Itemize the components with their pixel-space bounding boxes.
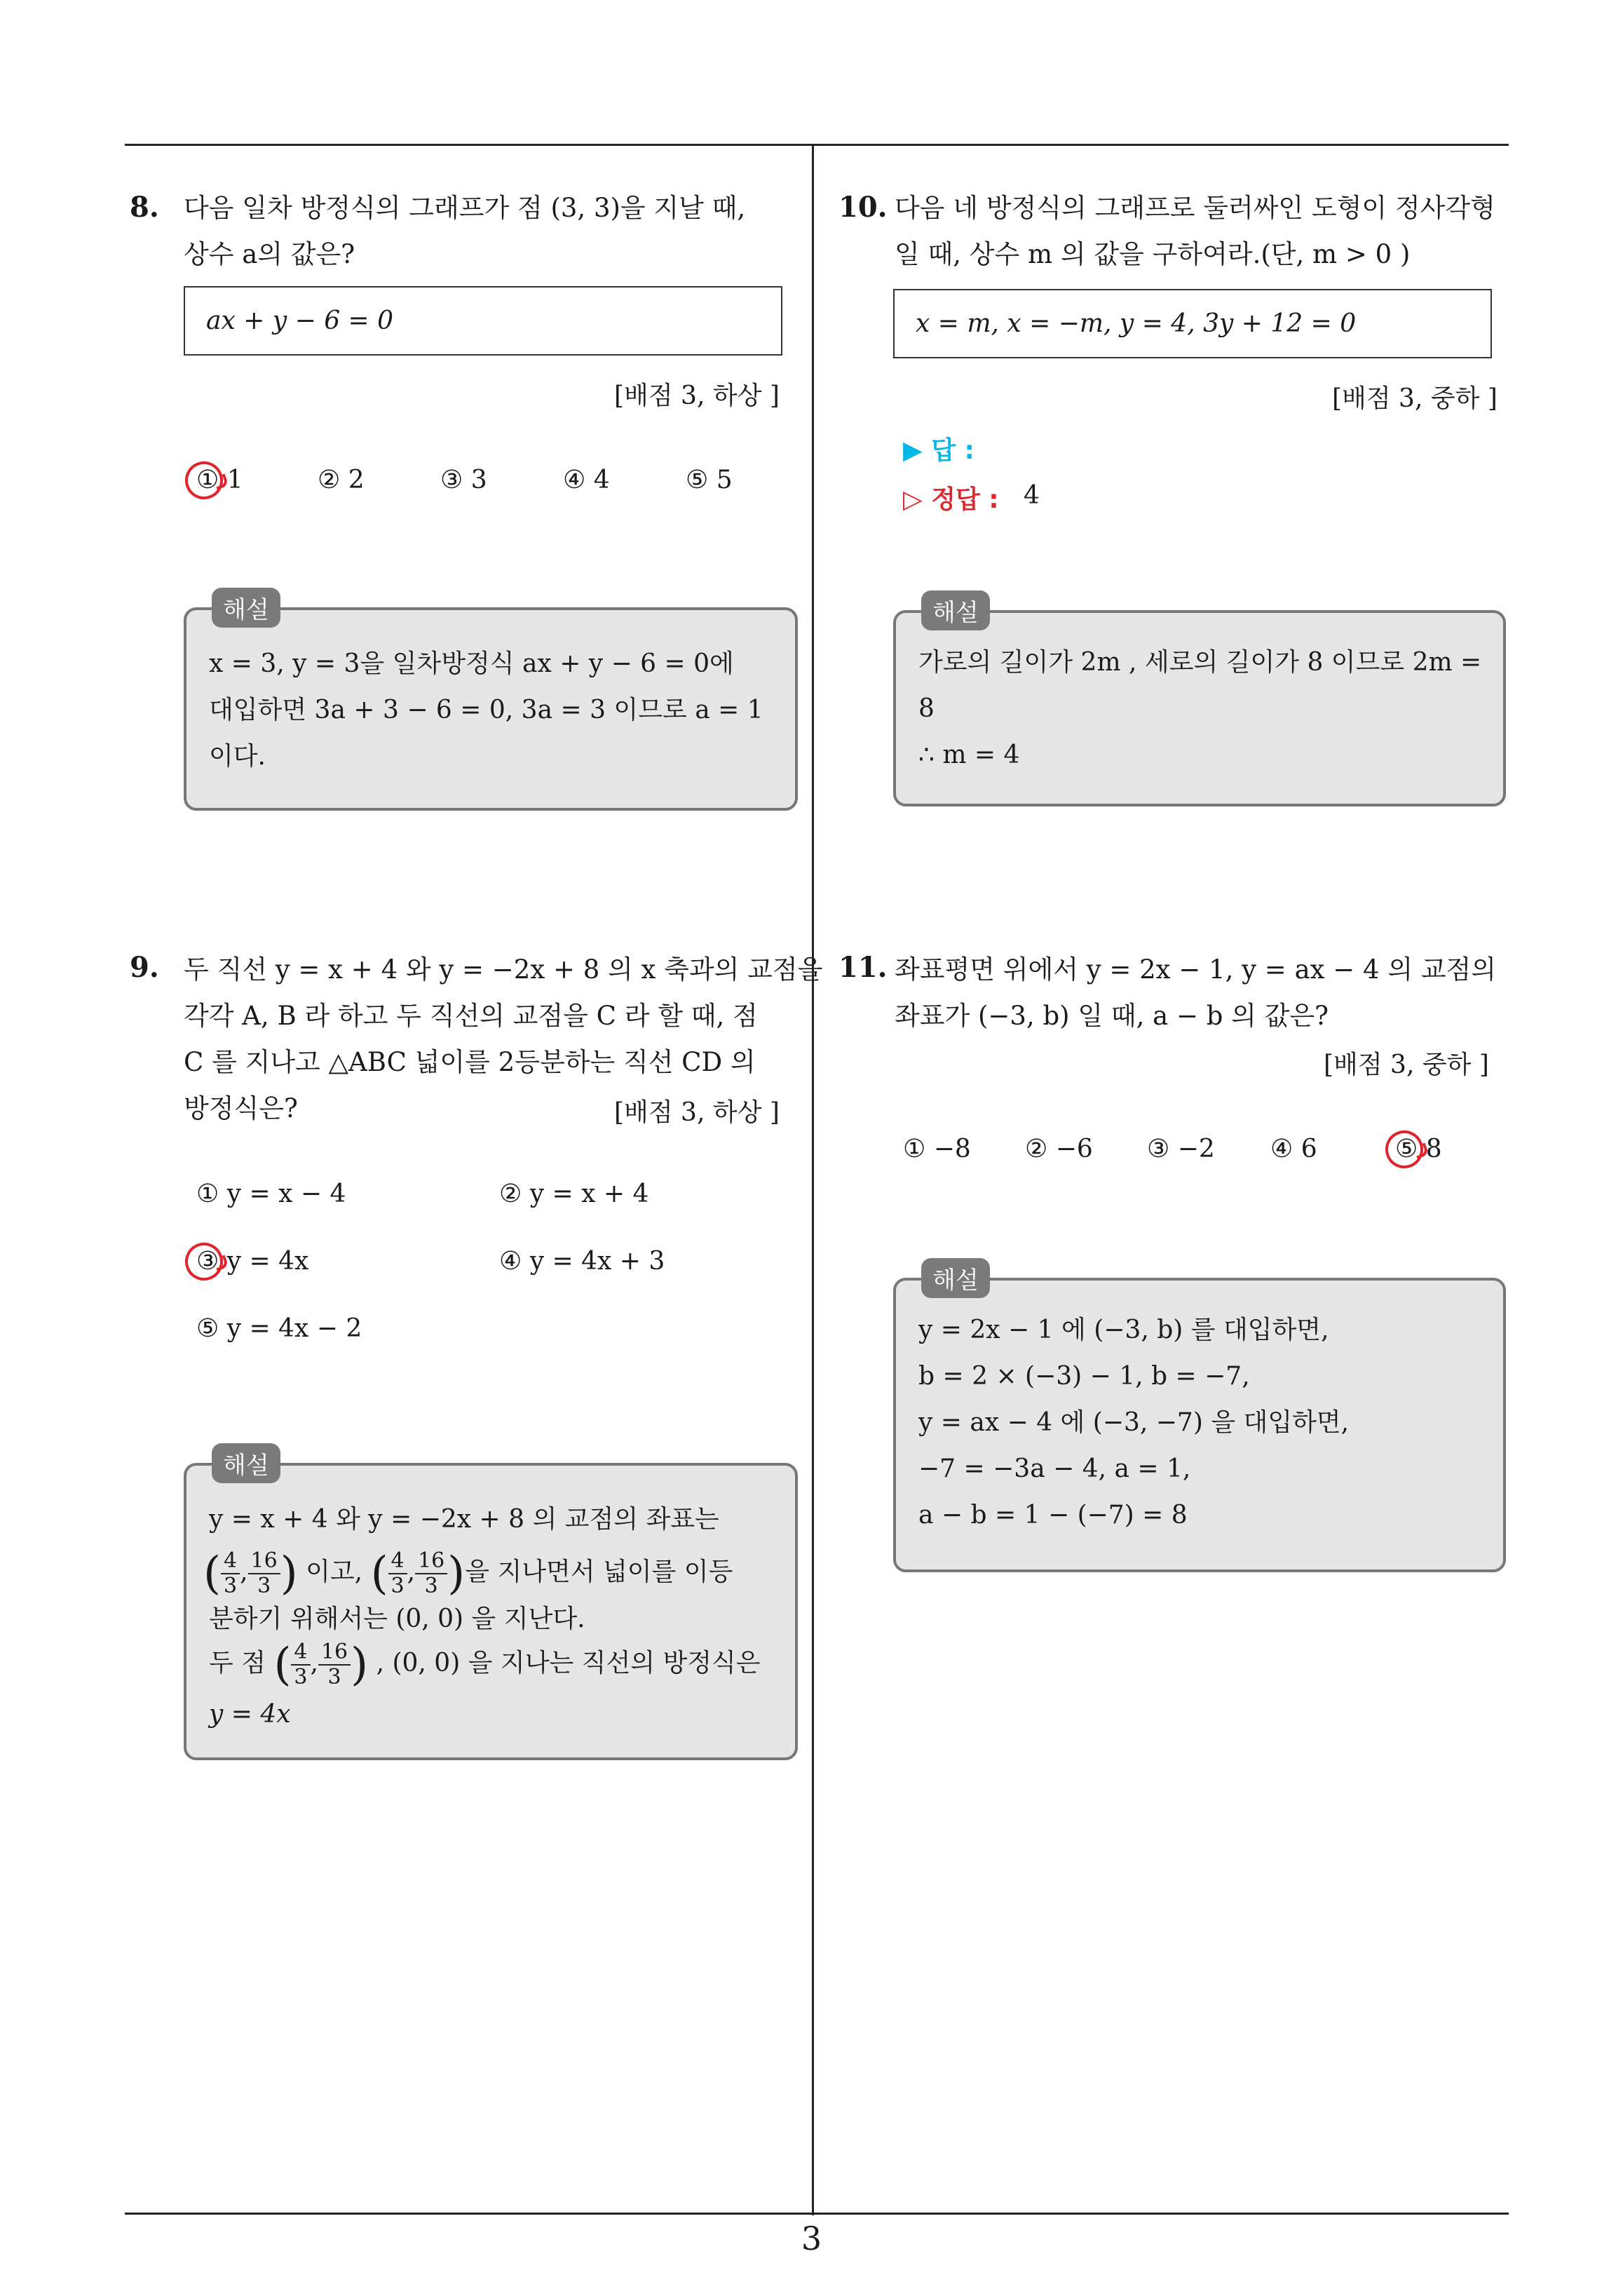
- solution-tag: 해설: [212, 588, 280, 628]
- solution-tag: 해설: [921, 590, 990, 630]
- paren: (: [370, 1548, 388, 1600]
- choice-3[interactable]: ③ −2: [1147, 1135, 1215, 1163]
- solution-line: y = 2x − 1 에 (−3, b) 를 대입하면,: [918, 1316, 1329, 1344]
- solution-line-fraction: ( $\frac{4}{3}$ , $\frac{16}{3}$ ) 이고, ( $\frac{4}{3}$ , $\frac{16}{3}$ )을 지나면서 넓이를 이등: [203, 1548, 733, 1600]
- score-label: [배점 3, 하상 ]: [614, 1098, 780, 1127]
- choice-3[interactable]: ③ 3: [440, 466, 487, 494]
- solution-box: [893, 1267, 1506, 1572]
- correct-answer-label: ▷ 정답 :: [903, 485, 999, 514]
- question-text-line: 상수 a의 값은?: [184, 239, 355, 269]
- solution-line: 대입하면 3a + 3 − 6 = 0, 3a = 3 이므로 a = 1: [209, 696, 763, 724]
- choice-2[interactable]: ② 2: [318, 466, 365, 494]
- question-text-line: 좌표가 (−3, b) 일 때, a − b 의 값은?: [895, 1001, 1329, 1031]
- fraction: $\frac{16}{3}$: [318, 1640, 351, 1689]
- solution-line: 이다.: [209, 742, 266, 771]
- question-number: 11.: [838, 951, 888, 984]
- fraction: $\frac{4}{3}$: [388, 1549, 407, 1598]
- paren: ): [351, 1639, 369, 1691]
- question-number: 8.: [130, 191, 159, 224]
- fraction: $\frac{4}{3}$: [221, 1549, 240, 1598]
- question-text-line: 방정식은?: [184, 1093, 298, 1123]
- solution-tag: 해설: [921, 1258, 990, 1298]
- question-number: 9.: [130, 951, 159, 984]
- fraction: $\frac{16}{3}$: [415, 1549, 447, 1598]
- solution-line: y = 4x: [209, 1700, 291, 1729]
- question-text-line: 다음 일차 방정식의 그래프가 점 (3, 3)을 지날 때,: [184, 193, 746, 223]
- bottom-rule: [125, 2213, 1509, 2215]
- top-rule: [125, 144, 1509, 146]
- solution-box: [184, 596, 798, 811]
- question-number: 10.: [838, 191, 888, 224]
- choice-5[interactable]: ⑤ 5: [686, 466, 733, 494]
- correct-answer-value: 4: [1024, 481, 1040, 510]
- choice-4[interactable]: ④ y = 4x + 3: [499, 1247, 665, 1276]
- solution-line: y = x + 4 와 y = −2x + 8 의 교점의 좌표는: [209, 1505, 719, 1534]
- answer-label: ▶ 답 :: [903, 436, 975, 465]
- fraction: $\frac{4}{3}$: [291, 1640, 310, 1689]
- score-label: [배점 3, 하상 ]: [614, 381, 780, 410]
- paren: ): [280, 1548, 298, 1600]
- solution-box: [893, 599, 1506, 806]
- score-label: [배점 3, 중하 ]: [1324, 1051, 1489, 1079]
- choice-1[interactable]: ① y = x − 4: [196, 1180, 346, 1208]
- page-number: 3: [801, 2220, 822, 2257]
- solution-line: a − b = 1 − (−7) = 8: [918, 1501, 1188, 1529]
- score-label: [배점 3, 중하 ]: [1332, 384, 1498, 413]
- question-text-line: 두 직선 y = x + 4 와 y = −2x + 8 의 x 축과의 교점을: [184, 954, 823, 985]
- choice-3[interactable]: ③ y = 4x: [196, 1247, 309, 1276]
- choice-4[interactable]: ④ 6: [1270, 1135, 1317, 1163]
- solution-line: −7 = −3a − 4, a = 1,: [918, 1454, 1191, 1483]
- question-text-line: C 를 지나고 △ABC 넓이를 2등분하는 직선 CD 의: [184, 1047, 756, 1077]
- solution-line-fraction: 두 점 ( $\frac{4}{3}$ , $\frac{16}{3}$ ) , (0, 0) 을 지나는 직선의 방정식은: [209, 1639, 761, 1691]
- choice-5[interactable]: ⑤ 8: [1395, 1135, 1442, 1163]
- solution-tag: 해설: [212, 1443, 280, 1483]
- paren: (: [203, 1548, 221, 1600]
- solution-line: y = ax − 4 에 (−3, −7) 을 대입하면,: [918, 1408, 1350, 1437]
- question-text-line: 좌표평면 위에서 y = 2x − 1, y = ax − 4 의 교점의: [895, 954, 1497, 985]
- solution-line: 8: [918, 694, 935, 723]
- paren: (: [273, 1639, 292, 1691]
- solution-line: 가로의 길이가 2m , 세로의 길이가 8 이므로 2m =: [918, 648, 1482, 677]
- equation-box: ax + y − 6 = 0: [184, 286, 782, 356]
- paren: ): [447, 1548, 466, 1600]
- solution-line: ∴ m = 4: [918, 741, 1020, 769]
- question-text-line: 다음 네 방정식의 그래프로 둘러싸인 도형이 정사각형: [895, 193, 1495, 223]
- choice-5[interactable]: ⑤ y = 4x − 2: [196, 1314, 362, 1343]
- solution-box: [184, 1452, 798, 1760]
- choice-2[interactable]: ② y = x + 4: [499, 1180, 649, 1208]
- solution-line: b = 2 × (−3) − 1, b = −7,: [918, 1362, 1250, 1391]
- solution-line: x = 3, y = 3을 일차방정식 ax + y − 6 = 0에: [209, 649, 734, 678]
- choice-1[interactable]: ① 1: [196, 466, 243, 494]
- question-text-line: 일 때, 상수 m 의 값을 구하여라.(단, m > 0 ): [895, 239, 1411, 269]
- solution-line: 분하기 위해서는 (0, 0) 을 지난다.: [209, 1605, 585, 1633]
- fraction: $\frac{16}{3}$: [248, 1549, 280, 1598]
- column-divider: [812, 144, 814, 2215]
- choice-2[interactable]: ② −6: [1025, 1135, 1093, 1163]
- question-text-line: 각각 A, B 라 하고 두 직선의 교점을 C 라 할 때, 점: [184, 1001, 758, 1031]
- choice-4[interactable]: ④ 4: [563, 466, 610, 494]
- choice-1[interactable]: ① −8: [903, 1135, 971, 1163]
- equation-box: x = m, x = −m, y = 4, 3y + 12 = 0: [893, 289, 1492, 358]
